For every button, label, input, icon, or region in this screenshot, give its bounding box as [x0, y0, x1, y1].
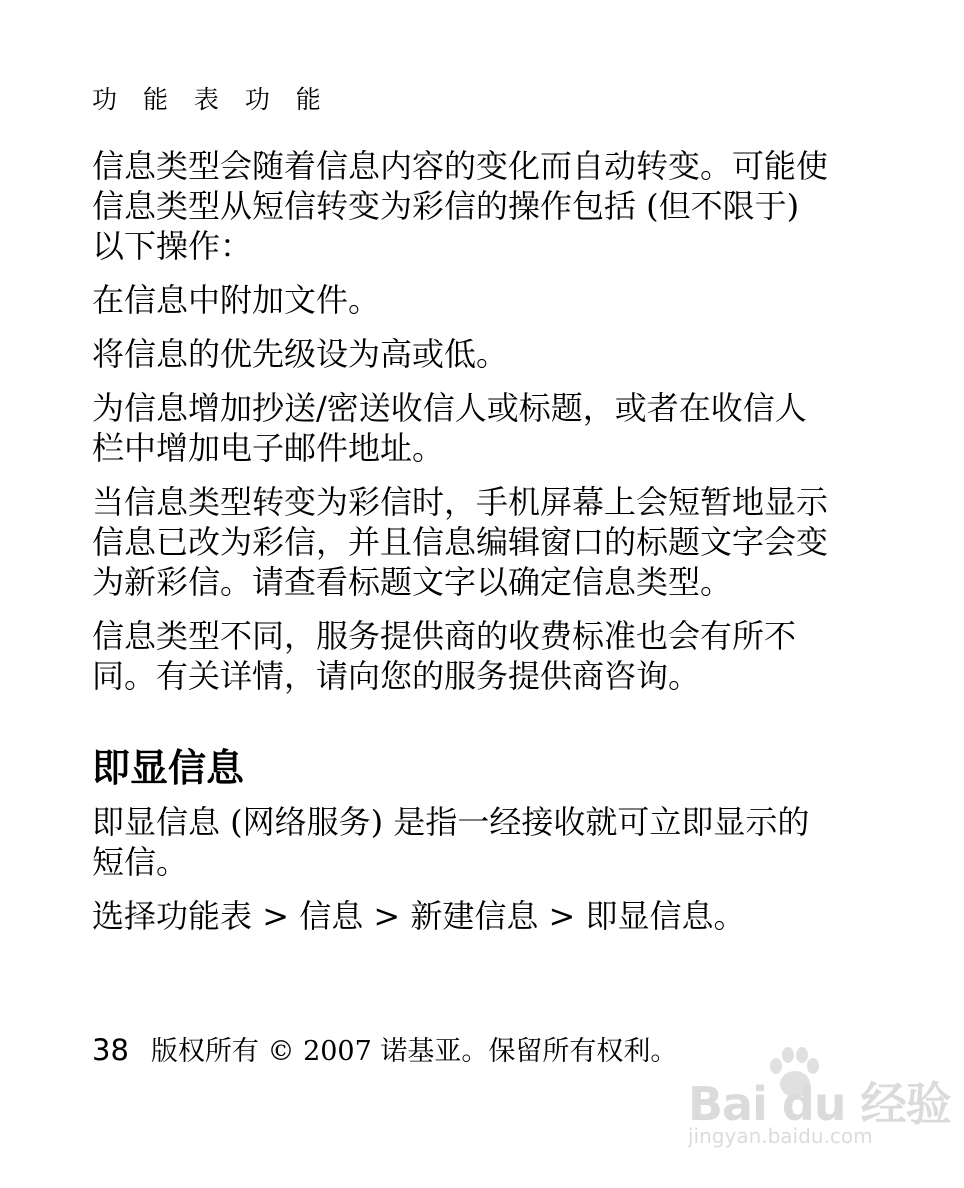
- paragraph-attach-file: 在信息中附加文件。: [92, 281, 381, 319]
- document-page: [92, 80, 852, 950]
- running-header: 功 能 表 功 能: [92, 85, 330, 114]
- text-segment: ，并且信息编辑窗口的标题文字会变 为: [92, 523, 829, 601]
- menu-path-separator: >: [252, 897, 300, 935]
- menu-path-item-menu: 功能表: [156, 897, 253, 935]
- text-segment: 。请查看标题文字以确定信息类型。: [220, 563, 733, 601]
- menu-path-item-new-message: 新建信息: [410, 897, 539, 935]
- paragraph-charges: 信息类型不同，服务提供商的收费标准也会有所不 同。有关详情，请向您的服务提供商咨询。: [92, 617, 797, 695]
- watermark-logo: Bai du 经验: [688, 1077, 951, 1131]
- page-number: 38: [92, 1033, 129, 1067]
- watermark-url: jingyan.baidu.com: [688, 1124, 873, 1148]
- menu-path-separator: >: [363, 897, 411, 935]
- menu-path-item-messages: 信息: [299, 897, 364, 935]
- menu-path-suffix: 。: [713, 897, 746, 935]
- menu-path-separator: >: [538, 897, 586, 935]
- copyright-notice: 版权所有 © 2007 诺基亚。保留所有权利。: [150, 1036, 678, 1067]
- paragraph-flash-definition: 即显信息 (网络服务) 是指一经接收就可立即显示的 短信。: [92, 803, 810, 881]
- paragraph-type-change: 信息类型会随着信息内容的变化而自动转变。可能使 信息类型从短信转变为彩信的操作包括 (但不限于) 以下操作：: [92, 147, 829, 265]
- emphasis-new-mms: 新彩信: [124, 563, 221, 601]
- text-segment: 当信息类型转变为彩信时，手机屏幕上会短暂地显示: [92, 483, 829, 521]
- paragraph-priority: 将信息的优先级设为高或低。: [92, 335, 509, 373]
- menu-path-prefix: 选择: [92, 897, 157, 935]
- menu-path: [92, 896, 852, 936]
- emphasis-changed-to-mms: 信息已改为彩信: [92, 523, 317, 561]
- baidu-watermark: [688, 1046, 951, 1166]
- page-footer: [92, 1032, 677, 1070]
- paragraph-cc-bcc: 为信息增加抄送/密送收信人或标题，或者在收信人 栏中增加电子邮件地址。: [92, 389, 807, 467]
- section-title-flash-message: 即显信息: [92, 746, 245, 790]
- menu-path-item-flash-message: 即显信息: [585, 897, 714, 935]
- paragraph-mms-notice: [92, 482, 852, 602]
